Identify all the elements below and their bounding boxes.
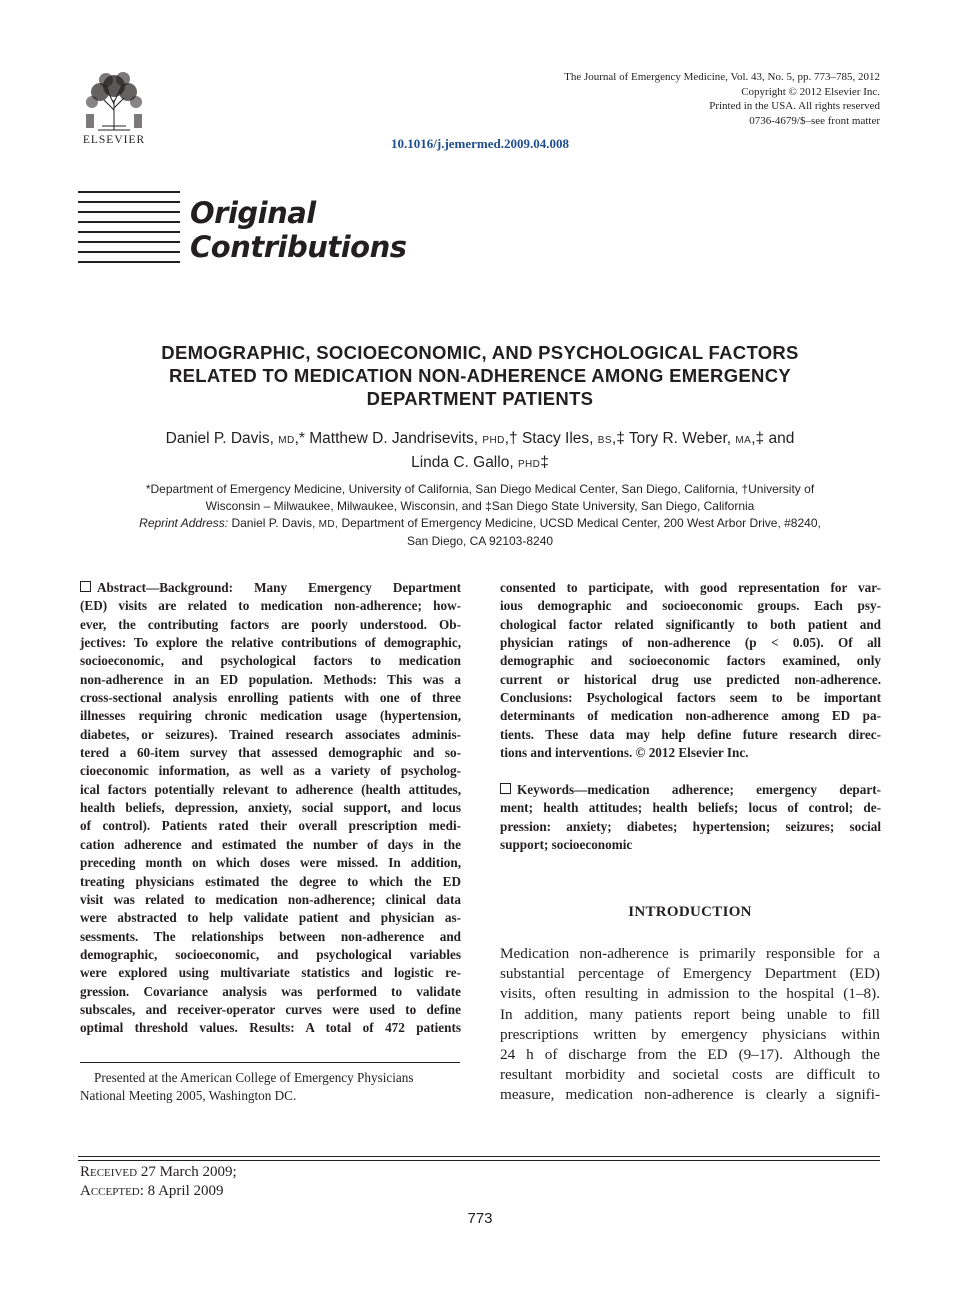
abstract-line: Conclusions: Psychological factors seem to be important bbox=[500, 690, 881, 706]
section-title bbox=[190, 196, 407, 264]
abstract-line: tients. These data may help define future research direc- bbox=[500, 726, 881, 742]
abstract-line: current or historical drug use predicted non-adherence. bbox=[500, 671, 881, 687]
footnote-line: National Meeting 2005, Washington DC. bbox=[80, 1088, 297, 1104]
author-degree: PHD bbox=[517, 459, 541, 470]
abstract-line: visit was related to medication non-adherence; clinical data bbox=[80, 891, 461, 907]
title-line: DEPARTMENT PATIENTS bbox=[366, 388, 594, 409]
abstract-line: (ED) visits are related to medication non-adherence; how- bbox=[80, 598, 461, 614]
abstract-line: cioeconomic information, as well as a variety of psycholog- bbox=[80, 763, 461, 779]
abstract-left-column bbox=[80, 579, 461, 1038]
author-name: Daniel P. Davis, bbox=[165, 430, 274, 447]
author-mark: ,‡ and bbox=[751, 430, 795, 447]
reprint-city: San Diego, CA 92103-8240 bbox=[406, 534, 554, 548]
keywords bbox=[500, 781, 881, 854]
affiliation-line: *Department of Emergency Medicine, University of California, San Diego Medical Center, San Diego, California, †University of bbox=[145, 482, 815, 496]
reprint-name: Daniel P. Davis, bbox=[231, 516, 316, 530]
author-mark: ‡ bbox=[540, 454, 549, 471]
author-mark: ,† bbox=[504, 430, 518, 447]
journal-line: The Journal of Emergency Medicine, Vol. 43, No. 5, pp. 773–785, 2012 bbox=[564, 71, 880, 83]
abstract-line: preceding month on which doses were missed. In addition, bbox=[80, 855, 461, 871]
author-name: Tory R. Weber, bbox=[628, 430, 732, 447]
author-list bbox=[80, 428, 880, 476]
abstract-line: socioeconomic, and psychological factors to medication bbox=[80, 653, 461, 669]
section-title-line: Original bbox=[190, 196, 316, 230]
keywords-line: support; socioeconomic bbox=[500, 837, 633, 853]
author-name: Matthew D. Jandrisevits, bbox=[309, 430, 479, 447]
accepted-label: Accepted: bbox=[80, 1183, 144, 1199]
abstract-line: cation adherence and estimated the number of days in the bbox=[80, 836, 461, 852]
abstract-line: ious demographic and socioeconomic groups. Each psy- bbox=[500, 598, 881, 614]
reprint-degree: MD, bbox=[318, 519, 339, 530]
introduction-text bbox=[500, 944, 880, 1106]
article-title bbox=[100, 341, 860, 410]
abstract-line: Abstract—Background: Many Emergency Department bbox=[97, 580, 461, 595]
author-degree: BS bbox=[597, 435, 612, 446]
abstract-line: gression. Covariance analysis was performed to validate bbox=[80, 983, 461, 999]
keywords-box-icon bbox=[500, 783, 511, 794]
journal-line: Printed in the USA. All rights reserved bbox=[709, 100, 880, 112]
abstract-line: diabetes, or seizures). Trained research associates adminis- bbox=[80, 726, 461, 742]
author-degree: MD bbox=[278, 435, 295, 446]
introduction-heading: INTRODUCTION bbox=[628, 904, 752, 920]
abstract-line: tered a 60-item survey that assessed demographic and so- bbox=[80, 745, 461, 761]
footnote-line: Presented at the American College of Emergency Physicians bbox=[94, 1070, 414, 1085]
intro-line: visits, often resulting in admission to the hospital (1–8). bbox=[500, 985, 880, 1003]
abstract-line: health beliefs, depression, anxiety, social support, and locus bbox=[80, 800, 461, 816]
abstract-line: ever, the contributing factors are poorly understood. Ob- bbox=[80, 616, 461, 632]
received-date: 27 March 2009; bbox=[140, 1164, 237, 1180]
publisher-name: ELSEVIER bbox=[82, 134, 146, 146]
author-degree: PHD bbox=[482, 435, 505, 446]
title-line: RELATED TO MEDICATION NON-ADHERENCE AMONG EMERGENCY bbox=[168, 365, 792, 386]
abstract-line: of control). Patients rated their overall prescription medi- bbox=[80, 818, 461, 834]
footer-divider bbox=[78, 1156, 880, 1157]
abstract-line: were abstracted to help validate patient and physician as- bbox=[80, 910, 461, 926]
abstract-line: treating physicians estimated the degree to which the ED bbox=[80, 873, 461, 889]
abstract-line: sessments. The relationships between non-adherence and bbox=[80, 928, 461, 944]
intro-line: measure, medication non-adherence is clearly a signifi- bbox=[500, 1086, 880, 1104]
abstract-line: non-adherence in an ED population. Methods: This was a bbox=[80, 671, 461, 687]
footnote bbox=[80, 1069, 461, 1106]
intro-line: resultant morbidity and societal costs are difficult to bbox=[500, 1066, 880, 1084]
abstract-box-icon bbox=[80, 581, 91, 592]
author-name: Linda C. Gallo, bbox=[411, 454, 514, 471]
reprint-address bbox=[80, 515, 880, 533]
intro-line: In addition, many patients report being unable to fill bbox=[500, 1005, 880, 1023]
section-banner-lines bbox=[78, 191, 180, 263]
journal-line: Copyright © 2012 Elsevier Inc. bbox=[741, 85, 880, 98]
author-degree: MA bbox=[735, 435, 752, 446]
abstract-line: jectives: To explore the relative contributions of demographic, bbox=[80, 635, 461, 651]
abstract-line: cross-sectional analysis enrolling patients with one of three bbox=[80, 690, 461, 706]
doi-link[interactable] bbox=[0, 136, 960, 152]
keywords-line: pression: anxiety; diabetes; hypertension; seizures; social bbox=[500, 818, 881, 834]
author-mark: ,* bbox=[294, 430, 305, 447]
reprint-label: Reprint Address: bbox=[139, 516, 229, 530]
intro-line: Medication non-adherence is primarily responsible for a bbox=[500, 945, 880, 962]
title-line: DEMOGRAPHIC, SOCIOECONOMIC, AND PSYCHOLOGICAL FACTORS bbox=[161, 342, 799, 363]
abstract-line: chological factor related significantly to both patient and bbox=[500, 616, 881, 632]
abstract-line: tions and interventions. © 2012 Elsevier Inc. bbox=[500, 745, 749, 761]
accepted-date: 8 April 2009 bbox=[147, 1183, 224, 1199]
affiliations bbox=[80, 481, 880, 550]
journal-citation bbox=[564, 70, 880, 128]
journal-line: 0736-4679/$–see front matter bbox=[749, 114, 880, 127]
abstract-line: consented to participate, with good representation for var- bbox=[500, 580, 881, 595]
abstract-line: were explored using multivariate statistics and logistic re- bbox=[80, 965, 461, 981]
footnote-divider bbox=[80, 1062, 460, 1063]
author-mark: ,‡ bbox=[611, 430, 625, 447]
keywords-line: ment; health attitudes; health beliefs; locus of control; de- bbox=[500, 800, 881, 816]
footer-divider-thin bbox=[78, 1160, 880, 1161]
received-label: Received bbox=[80, 1164, 138, 1180]
intro-line: 24 h of discharge from the ED (9–17). Although the bbox=[500, 1045, 880, 1063]
abstract-line: subscales, and receiver-operator curves were used to define bbox=[80, 1001, 461, 1017]
page-number: 773 bbox=[467, 1210, 493, 1227]
abstract-line: ical factors potentially relevant to adherence (health attitudes, bbox=[80, 781, 461, 797]
affiliation-line: Wisconsin – Milwaukee, Milwaukee, Wisconsin, and ‡San Diego State University, San Diego, California bbox=[205, 499, 755, 513]
abstract-right-column bbox=[500, 579, 881, 762]
intro-line: prescriptions written by emergency physicians within bbox=[500, 1025, 880, 1043]
article-dates bbox=[80, 1163, 237, 1201]
section-title-line: Contributions bbox=[190, 230, 407, 264]
abstract-line: optimal threshold values. Results: A total of 472 patients bbox=[80, 1020, 461, 1036]
abstract-line: demographic and socioeconomic factors examined, only bbox=[500, 653, 881, 669]
doi-text[interactable]: 10.1016/j.jemermed.2009.04.008 bbox=[391, 136, 569, 151]
abstract-line: determinants of medication non-adherence among ED pa- bbox=[500, 708, 881, 724]
reprint-address-text: Department of Emergency Medicine, UCSD Medical Center, 200 West Arbor Drive, #8240, bbox=[341, 516, 821, 530]
keywords-line: Keywords—medication adherence; emergency depart- bbox=[517, 782, 881, 797]
abstract-line: demographic, socioeconomic, and psychological variables bbox=[80, 946, 461, 962]
abstract-line: illnesses requiring chronic medication usage (hypertension, bbox=[80, 708, 461, 724]
abstract-line: physician ratings of non-adherence (p < 0.05). Of all bbox=[500, 635, 881, 651]
author-name: Stacy Iles, bbox=[521, 430, 594, 447]
intro-line: substantial percentage of Emergency Department (ED) bbox=[500, 965, 880, 983]
